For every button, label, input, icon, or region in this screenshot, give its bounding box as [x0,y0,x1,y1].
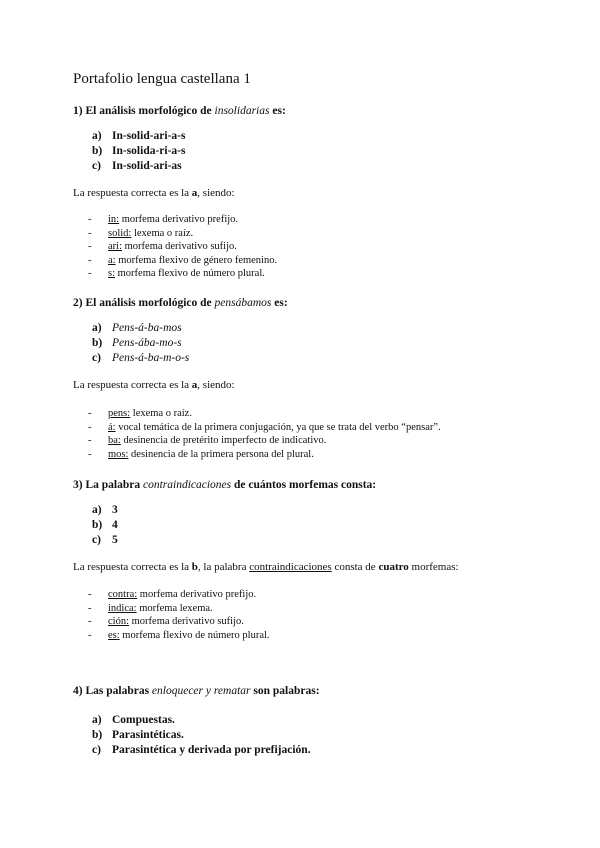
question-1-options [92,129,185,174]
list-item: - ción: morfema derivativo sufijo. [88,616,244,628]
question-4-option-a: a) Compuestas. [92,714,175,726]
list-item: - in: morfema derivativo prefijo. [88,214,239,225]
question-3-option-a: a) 3 [92,504,118,516]
question-4-option-b: b) Parasintéticas. [92,729,184,741]
list-item: - s: morfema flexivo de número plural. [88,268,265,280]
question-2-explanation-list [88,407,441,461]
list-item: - a: morfema flexivo de género femenino. [88,254,278,266]
question-4-word-2: rematar [213,685,251,697]
list-item: - contra: morfema derivativo prefijo. [88,589,257,600]
question-2-option-a: a) Pens-á-ba-mos [92,322,182,334]
question-3-option-c: c) 5 [92,534,118,546]
question-2-option-b: b) Pens-ába-mo-s [92,337,182,349]
question-3-answer: La respuesta correcta es la b, la palabra contraindicaciones consta de cuatro morfemas: [73,561,459,573]
question-1-explanation-list [88,213,277,281]
question-2-heading: 2) El análisis morfológico de pensábamos es: [73,297,288,309]
question-3-heading: 3) La palabra contraindicaciones de cuántos morfemas consta: [73,479,377,491]
question-1-option-c: c) In-solid-ari-as [92,160,182,172]
question-1-option-b: b) In-solida-ri-a-s [92,145,186,157]
question-3-word: contraindicaciones [142,479,232,491]
question-1-heading [73,105,286,117]
question-4-heading: 4) Las palabras enloquecer y rematar son palabras: [73,685,320,697]
question-1-answer: La respuesta correcta es la a, siendo: [73,187,235,199]
question-2-answer: La respuesta correcta es la a, siendo: [73,379,235,391]
question-2-word: pensábamos [214,297,272,309]
list-item: - ba: desinencia de pretérito imperfecto de indicativo. [88,435,327,447]
list-item: - mos: desinencia de la primera persona del plural. [88,448,314,460]
question-4-option-c: c) Parasintética y derivada por prefijación. [92,744,311,756]
list-item: - pens: lexema o raíz. [88,408,192,419]
list-item: - es: morfema flexivo de número plural. [88,629,270,641]
document-title: Portafolio lengua castellana 1 [73,71,251,87]
question-1-prefix: 1) El análisis morfológico de [73,105,215,117]
question-1-answer-letter: a [191,187,198,199]
question-4-word-1: enloquecer [151,685,204,697]
question-3-explanation-list [88,588,270,642]
question-4-options [92,713,311,758]
question-1-option-a: a) In-solid-ari-a-s [92,130,186,142]
question-2-option-c: c) Pens-á-ba-m-o-s [92,352,190,364]
list-item: - á: vocal temática de la primera conjugación, ya que se trata del verbo “pensar”. [88,421,441,433]
list-item: - ari: morfema derivativo sufijo. [88,241,237,253]
list-item: - solid: lexema o raíz. [88,227,194,239]
list-item: - indica: morfema lexema. [88,602,213,614]
question-2-options [92,321,189,366]
question-1-word: insolidarias [214,105,270,117]
question-1-suffix: es: [269,105,286,117]
question-3-options [92,503,118,548]
question-3-option-b: b) 4 [92,519,118,531]
